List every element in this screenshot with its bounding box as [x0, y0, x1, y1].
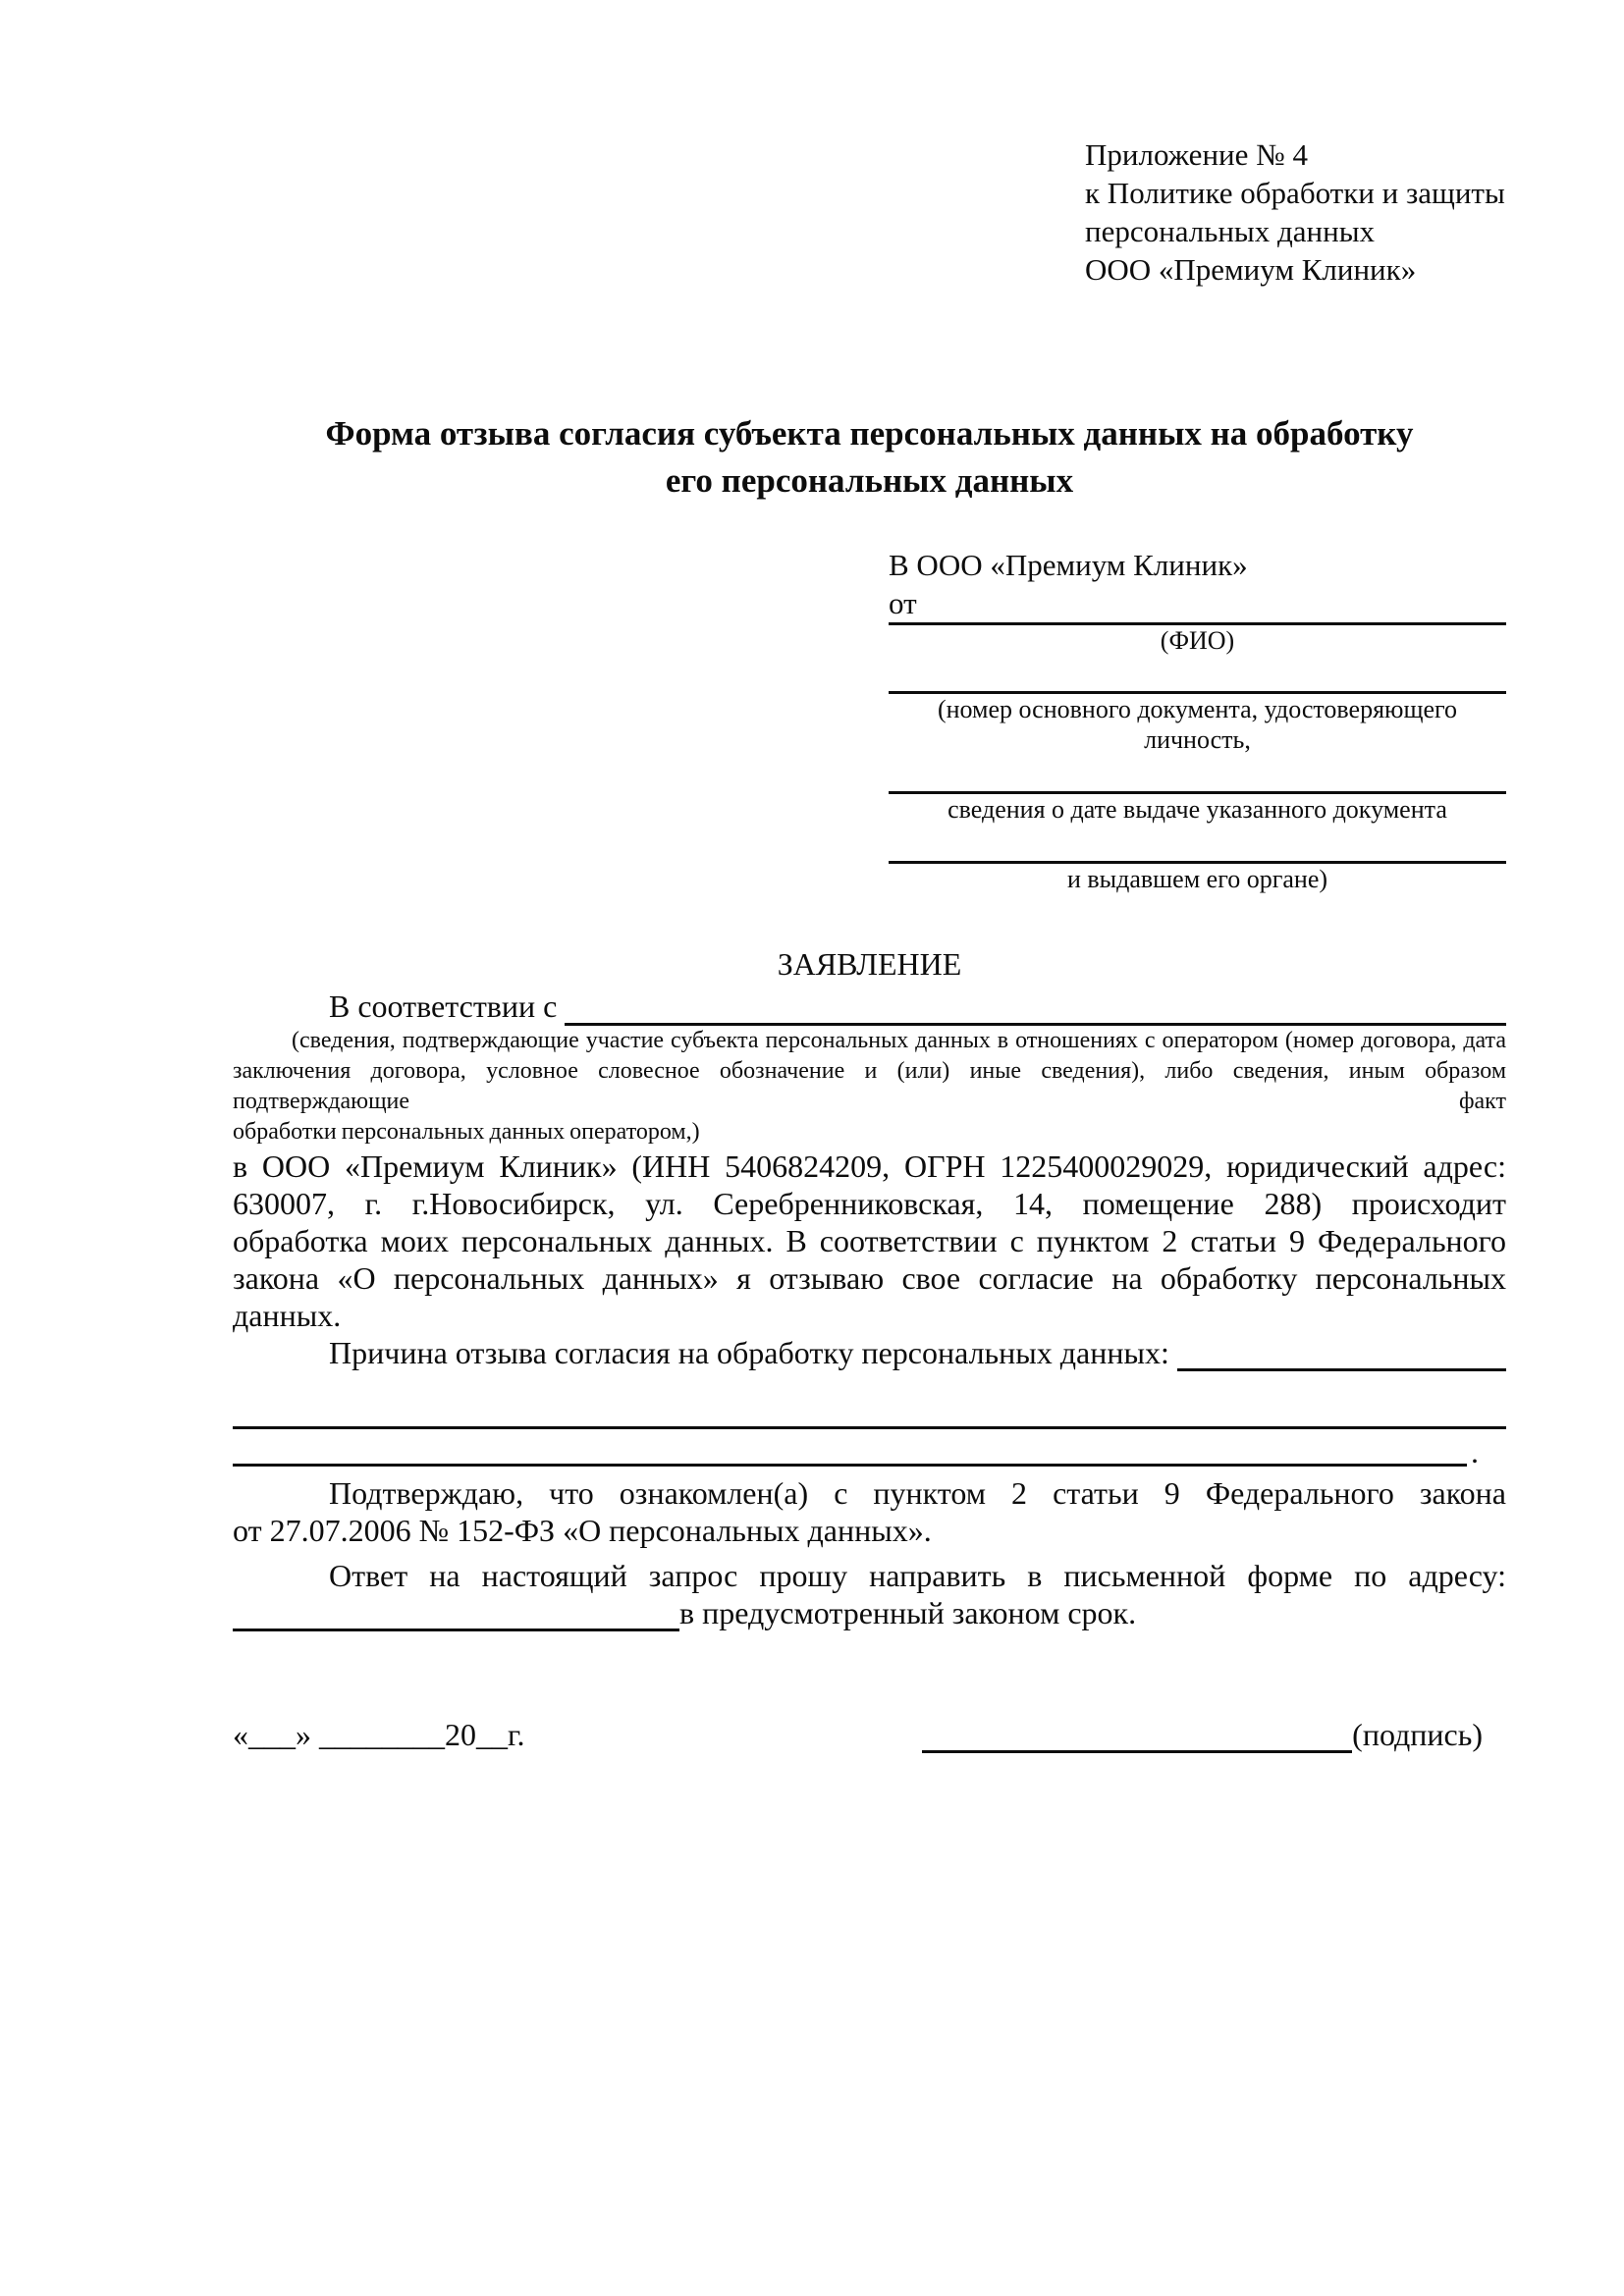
confirm-line: Подтверждаю, что ознакомлен(а) с пунктом 2 статьи 9 Федерального закона — [329, 1475, 1506, 1511]
issuing-authority-label: и выдавшем его органе) — [1066, 865, 1328, 893]
issuing-authority-field — [889, 861, 1506, 894]
body-line: 630007, г. г.Новосибирск, ул. Серебренниковская, 14, помещение 288) происходит — [233, 1186, 1506, 1221]
note-line: заключения договора, условное словесное обозначение и (или) иные сведения), либо сведения, иным образом подтверждающие факт — [233, 1058, 1506, 1114]
body-paragraph — [233, 1148, 1506, 1334]
fio-field — [889, 622, 1506, 656]
reason-row — [233, 1334, 1506, 1371]
addressee-to: В ООО «Премиум Клиник» — [889, 548, 1248, 582]
reason-write-line-3-rule — [233, 1434, 1467, 1467]
reason-write-line-2 — [233, 1391, 1506, 1429]
signature-group — [922, 1716, 1483, 1753]
body-line: в ООО «Премиум Клиник» (ИНН 5406824209, ОГРН 1225400029029, юридический адрес: — [233, 1148, 1506, 1184]
addressee-from: от — [889, 586, 917, 620]
reply-line: Ответ на настоящий запрос прошу направить в письменной форме по адресу: — [329, 1558, 1506, 1593]
reply-tail: в предусмотренный законом срок. — [679, 1595, 1137, 1630]
annex-line: Приложение № 4 — [1085, 137, 1308, 172]
reason-trailing-period: . — [1471, 1434, 1479, 1469]
reply-address-row — [233, 1594, 1506, 1631]
note-line: обработки персональных данных оператором,) — [233, 1119, 700, 1145]
reply-paragraph — [233, 1557, 1506, 1631]
address-write-line — [233, 1599, 679, 1631]
reason-write-line-3 — [233, 1429, 1506, 1467]
annex-line: персональных данных — [1085, 214, 1376, 248]
reason-write-line — [1177, 1337, 1506, 1371]
body-line: закона «О персональных данных» я отзываю свое согласие на обработку персональных — [233, 1260, 1506, 1296]
form-title-line: его персональных данных — [665, 461, 1074, 500]
body-line: данных. — [233, 1298, 342, 1333]
intro-row — [233, 987, 1506, 1026]
signature-write-line — [922, 1721, 1352, 1753]
addressee-block — [889, 546, 1506, 894]
form-title-line: Форма отзыва согласия субъекта персональных данных на обработку — [325, 414, 1414, 453]
note-block — [233, 1026, 1506, 1148]
document-number-field — [889, 691, 1506, 755]
intro-lead: В соответствии с — [329, 988, 566, 1024]
date-field: «___» ________20__г. — [233, 1717, 525, 1752]
intro-write-line — [565, 989, 1506, 1026]
signature-label: (подпись) — [1352, 1717, 1483, 1752]
reason-lead: Причина отзыва согласия на обработку персональных данных: — [329, 1335, 1177, 1370]
footer-row — [233, 1716, 1506, 1753]
document-number-label: (номер основного документа, удостоверяющего личность, — [937, 695, 1458, 754]
fio-label: (ФИО) — [1160, 626, 1235, 655]
form-title — [233, 410, 1506, 505]
issue-date-label: сведения о дате выдаче указанного документа — [947, 795, 1447, 824]
note-line: (сведения, подтверждающие участие субъекта персональных данных в отношениях с оператором (номер договора, дата — [292, 1028, 1506, 1053]
issue-date-field — [889, 791, 1506, 825]
statement-heading: ЗАЯВЛЕНИЕ — [777, 946, 962, 982]
confirm-line: от 27.07.2006 № 152-ФЗ «О персональных данных». — [233, 1513, 932, 1548]
body-line: обработка моих персональных данных. В соответствии с пунктом 2 статьи 9 Федерального — [233, 1223, 1506, 1258]
annex-block — [1085, 135, 1506, 289]
annex-line: ООО «Премиум Клиник» — [1085, 252, 1417, 287]
annex-line: к Политике обработки и защиты — [1085, 176, 1505, 210]
confirm-paragraph — [233, 1474, 1506, 1549]
